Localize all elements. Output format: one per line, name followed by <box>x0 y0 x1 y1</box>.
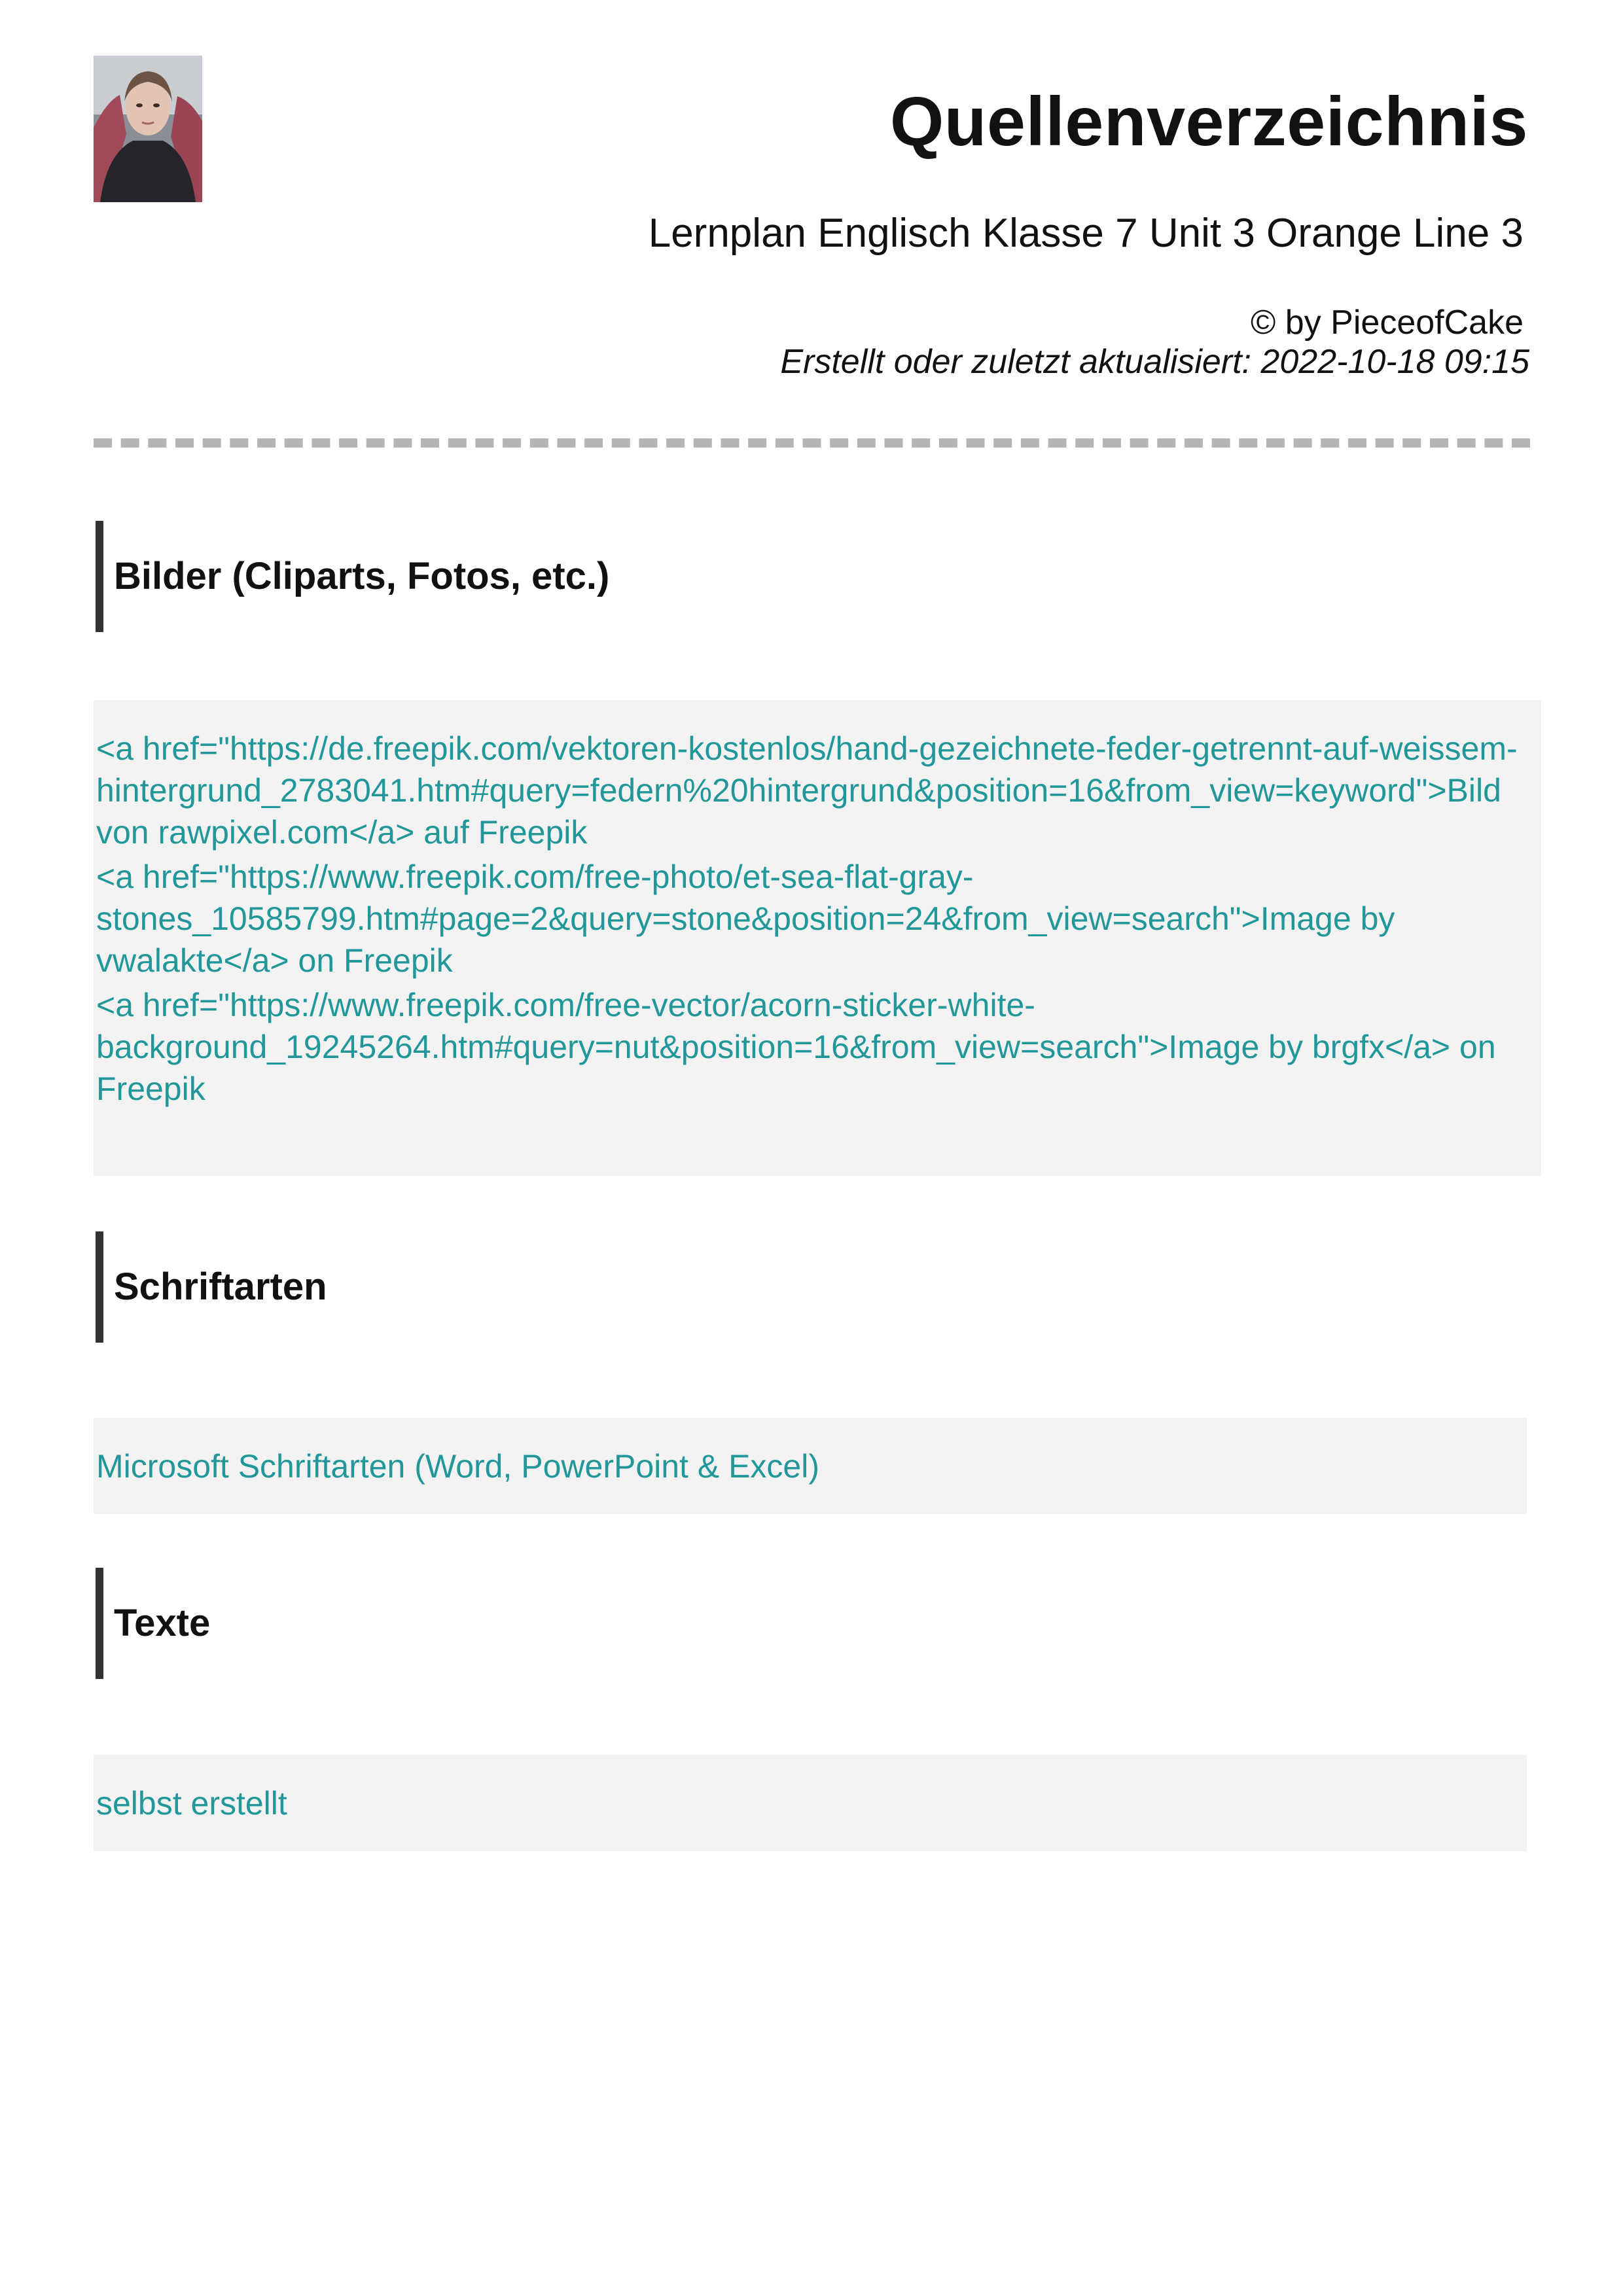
section-heading-fonts: Schriftarten <box>96 1231 1529 1343</box>
author-avatar <box>94 56 202 202</box>
section-heading-texts: Texte <box>96 1568 1529 1679</box>
image-source-entry[interactable]: <a href="https://www.freepik.com/free-vector/acorn-sticker-white-background_19245264.htm#query=nut&position=16&from_view=search">Image by brgfx</a> on Freepik <box>96 987 1496 1107</box>
last-updated-timestamp: Erstellt oder zuletzt aktualisiert: 2022-10-18 09:15 <box>780 343 1529 381</box>
text-sources-box <box>94 1755 1527 1851</box>
font-sources-box <box>94 1418 1527 1514</box>
image-source-entry[interactable]: <a href="https://www.freepik.com/free-photo/et-sea-flat-gray-stones_10585799.htm#page=2&query=stone&position=24&from_view=search">Image by vwalakte</a> on Freepik <box>96 858 1395 979</box>
font-source-entry[interactable]: Microsoft Schriftarten (Word, PowerPoint & Excel) <box>96 1447 819 1485</box>
image-source-entry[interactable]: <a href="https://de.freepik.com/vektoren-kostenlos/hand-gezeichnete-feder-getrennt-auf-weissem-hintergrund_2783041.htm#query=federn%20hintergrund&position=16&from_view=keyword">Bild von rawpixel.com</a> auf Freepik <box>96 730 1518 851</box>
page-title: Quellenverzeichnis <box>889 83 1528 160</box>
copyright-notice: © by PieceofCake <box>1251 304 1524 342</box>
section-heading-images: Bilder (Cliparts, Fotos, etc.) <box>96 521 1529 632</box>
header-divider <box>94 438 1530 448</box>
page-subtitle: Lernplan Englisch Klasse 7 Unit 3 Orange Line 3 <box>648 211 1524 256</box>
image-sources-box <box>94 700 1541 1176</box>
text-source-entry[interactable]: selbst erstellt <box>96 1784 287 1822</box>
